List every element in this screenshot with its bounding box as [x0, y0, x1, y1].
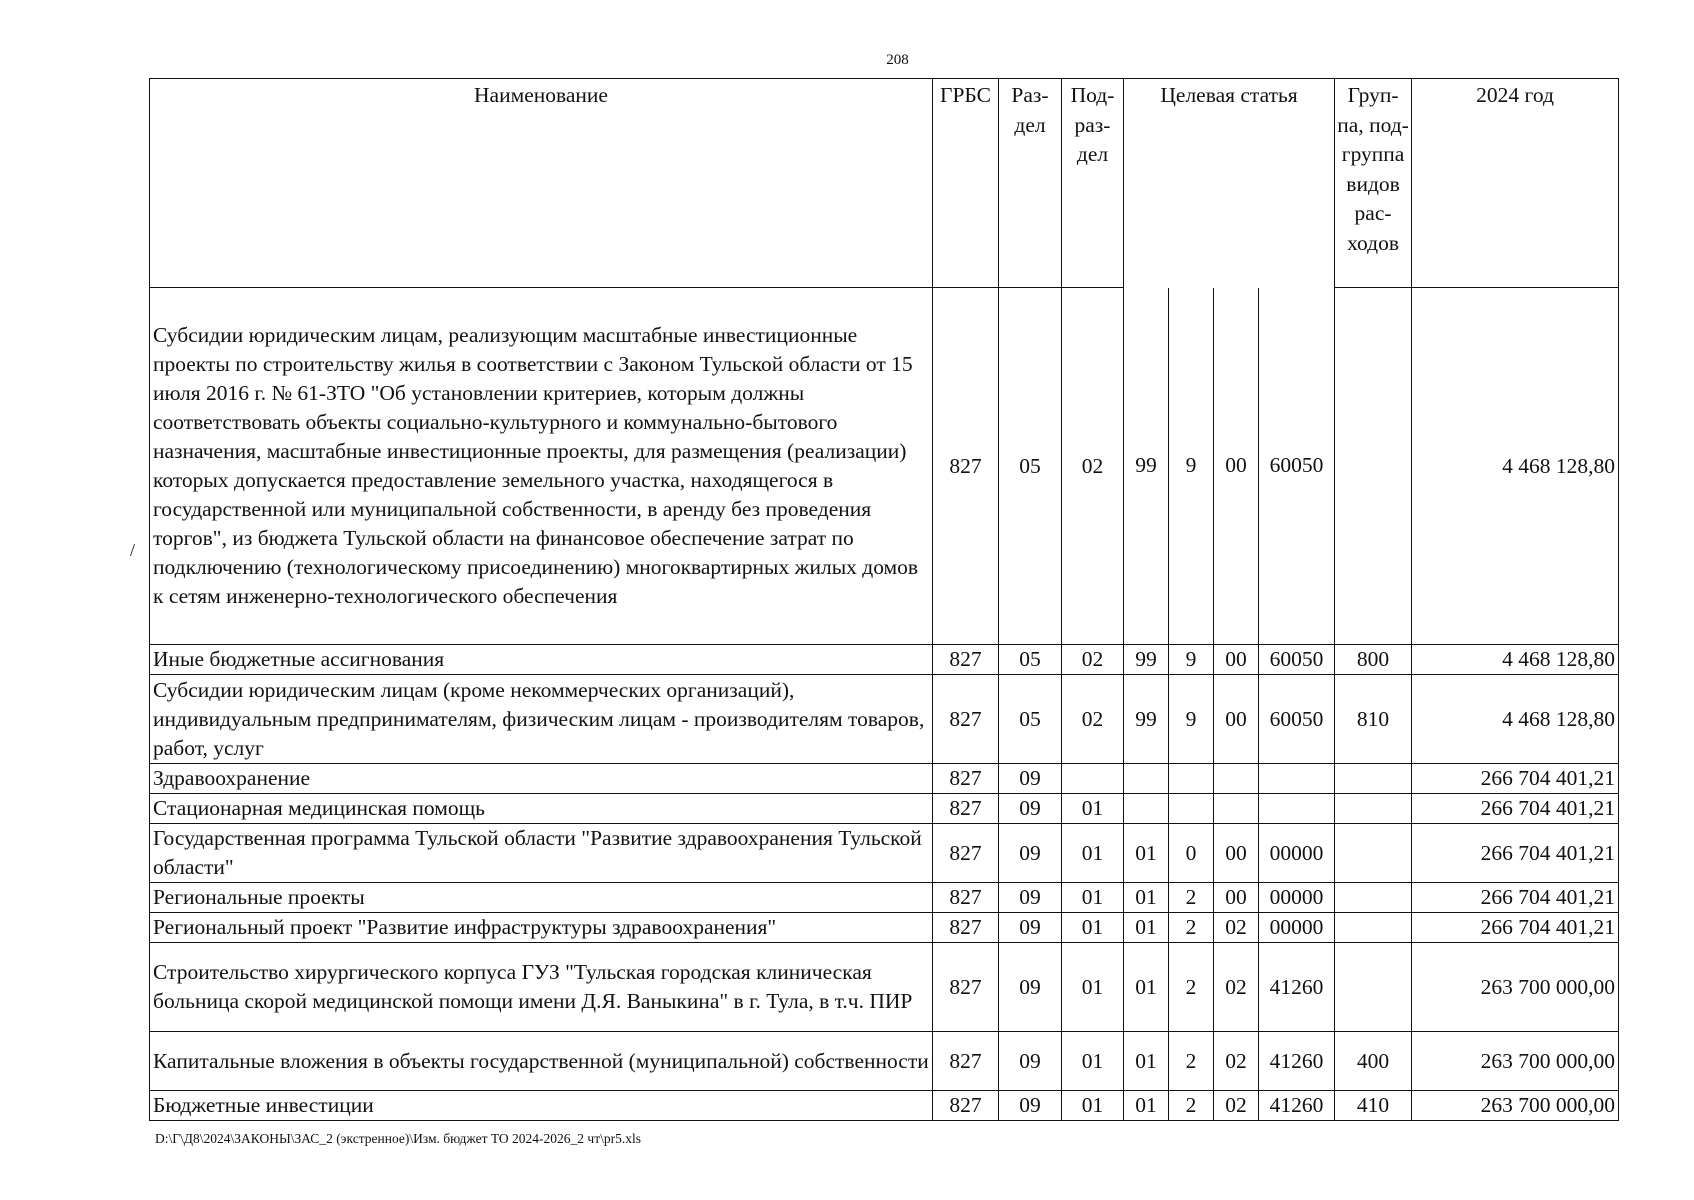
row-amount: 4 468 128,80	[1412, 645, 1619, 675]
row-target-program: 01	[1124, 824, 1169, 883]
table-row	[150, 913, 1619, 943]
table-row	[150, 943, 1619, 1032]
row-podrazdel: 01	[1062, 794, 1124, 824]
header-podrazdel: Под-раз-дел	[1062, 79, 1124, 288]
row-amount: 266 704 401,21	[1412, 913, 1619, 943]
row-name: Региональный проект "Развитие инфраструктуры здравоохранения"	[150, 913, 933, 943]
row-amount: 266 704 401,21	[1412, 883, 1619, 913]
row-grbs: 827	[933, 288, 999, 645]
row-razdel: 09	[999, 943, 1062, 1032]
row-target-type	[1169, 794, 1214, 824]
row-target-direction: 41260	[1259, 1032, 1335, 1091]
row-target-program: 01	[1124, 943, 1169, 1032]
table-row	[150, 1091, 1619, 1121]
row-target-type: 9	[1169, 645, 1214, 675]
row-target-type: 0	[1169, 824, 1214, 883]
row-podrazdel: 01	[1062, 883, 1124, 913]
row-podrazdel: 02	[1062, 675, 1124, 764]
row-target-type: 9	[1169, 675, 1214, 764]
row-target-direction: 60050	[1259, 675, 1335, 764]
row-razdel: 05	[999, 645, 1062, 675]
row-name: Иные бюджетные ассигнования	[150, 645, 933, 675]
row-target-type	[1169, 764, 1214, 794]
row-target-type: 9	[1169, 288, 1214, 645]
row-target-direction: 41260	[1259, 1091, 1335, 1121]
row-amount: 4 468 128,80	[1412, 288, 1619, 645]
row-group	[1335, 794, 1412, 824]
row-group: 410	[1335, 1091, 1412, 1121]
row-grbs: 827	[933, 943, 999, 1032]
table-row	[150, 883, 1619, 913]
row-target-type: 2	[1169, 883, 1214, 913]
row-target-program	[1124, 794, 1169, 824]
row-group	[1335, 943, 1412, 1032]
row-target-subprogram: 00	[1214, 675, 1259, 764]
row-group: 810	[1335, 675, 1412, 764]
row-razdel: 09	[999, 1091, 1062, 1121]
row-podrazdel: 01	[1062, 1032, 1124, 1091]
row-target-subprogram: 00	[1214, 824, 1259, 883]
row-amount: 263 700 000,00	[1412, 1091, 1619, 1121]
row-target-program: 01	[1124, 1091, 1169, 1121]
row-target-direction: 00000	[1259, 913, 1335, 943]
row-name: Субсидии юридическим лицам, реализующим масштабные инвестиционные проекты по строительству жилья в соответствии с Законом Тульской области от 15 июля 2016 г. № 61-ЗТО "Об установлении критериев, которым должны соответствовать объекты социально-культурного и коммунально-бытового назначения, масштабные инвестиционные проекты, для размещения (реализации) которых допускается предоставление земельного участка, находящегося в государственной или муниципальной собственности, в аренду без проведения торгов", из бюджета Тульской области на финансовое обеспечение затрат по подключению (технологическому присоединению) многоквартирных жилых домов к сетям инженерно-технологического обеспечения	[150, 288, 933, 645]
row-podrazdel	[1062, 764, 1124, 794]
table-row	[150, 1032, 1619, 1091]
row-grbs: 827	[933, 794, 999, 824]
page-number: 208	[886, 52, 909, 68]
row-razdel: 09	[999, 1032, 1062, 1091]
row-grbs: 827	[933, 883, 999, 913]
row-name: Капитальные вложения в объекты государственной (муниципальной) собственности	[150, 1032, 933, 1091]
row-target-program: 99	[1124, 675, 1169, 764]
row-target-type: 2	[1169, 913, 1214, 943]
row-target-program: 01	[1124, 1032, 1169, 1091]
row-target-direction: 41260	[1259, 943, 1335, 1032]
row-podrazdel: 01	[1062, 913, 1124, 943]
row-group: 800	[1335, 645, 1412, 675]
row-amount: 263 700 000,00	[1412, 1032, 1619, 1091]
footer-file-path: D:\Г\Д8\2024\ЗАКОНЫ\ЗАС_2 (экстренное)\Изм. бюджет ТО 2024-2026_2 чт\pr5.xls	[155, 1131, 641, 1146]
table-row	[150, 675, 1619, 764]
header-group: Груп-па, под-группа видов рас-ходов	[1335, 79, 1412, 288]
table-row	[150, 288, 1619, 645]
row-amount: 263 700 000,00	[1412, 943, 1619, 1032]
row-name: Здравоохранение	[150, 764, 933, 794]
row-group	[1335, 288, 1412, 645]
row-grbs: 827	[933, 824, 999, 883]
row-target-subprogram: 00	[1214, 883, 1259, 913]
row-podrazdel: 02	[1062, 288, 1124, 645]
row-razdel: 09	[999, 824, 1062, 883]
row-razdel: 09	[999, 883, 1062, 913]
row-target-direction: 60050	[1259, 288, 1335, 645]
row-target-direction: 60050	[1259, 645, 1335, 675]
row-name: Региональные проекты	[150, 883, 933, 913]
header-razdel: Раз-дел	[999, 79, 1062, 288]
row-razdel: 09	[999, 764, 1062, 794]
row-grbs: 827	[933, 1091, 999, 1121]
table-row	[150, 794, 1619, 824]
header-row	[150, 79, 1619, 288]
margin-mark: /	[130, 540, 136, 560]
row-grbs: 827	[933, 1032, 999, 1091]
row-target-subprogram: 02	[1214, 1032, 1259, 1091]
row-target-direction: 00000	[1259, 824, 1335, 883]
row-target-subprogram: 02	[1214, 913, 1259, 943]
row-amount: 266 704 401,21	[1412, 824, 1619, 883]
row-target-type: 2	[1169, 1091, 1214, 1121]
row-group	[1335, 764, 1412, 794]
row-target-direction	[1259, 764, 1335, 794]
row-razdel: 09	[999, 794, 1062, 824]
row-target-direction: 00000	[1259, 883, 1335, 913]
row-target-subprogram: 02	[1214, 1091, 1259, 1121]
row-group	[1335, 883, 1412, 913]
row-amount: 4 468 128,80	[1412, 675, 1619, 764]
row-name: Субсидии юридическим лицам (кроме некоммерческих организаций), индивидуальным предпринимателям, физическим лицам - производителям товаров, работ, услуг	[150, 675, 933, 764]
row-grbs: 827	[933, 675, 999, 764]
row-grbs: 827	[933, 645, 999, 675]
row-amount: 266 704 401,21	[1412, 794, 1619, 824]
row-name: Бюджетные инвестиции	[150, 1091, 933, 1121]
row-target-program: 01	[1124, 913, 1169, 943]
row-name: Стационарная медицинская помощь	[150, 794, 933, 824]
row-target-subprogram	[1214, 794, 1259, 824]
header-name: Наименование	[150, 79, 933, 288]
row-name: Строительство хирургического корпуса ГУЗ "Тульская городская клиническая больница скорой медицинской помощи имени Д.Я. Ваныкина" в г. Тула, в т.ч. ПИР	[150, 943, 933, 1032]
row-razdel: 05	[999, 675, 1062, 764]
budget-table	[149, 78, 1619, 1121]
row-target-type: 2	[1169, 943, 1214, 1032]
row-group: 400	[1335, 1032, 1412, 1091]
table-row	[150, 645, 1619, 675]
table-row	[150, 764, 1619, 794]
row-grbs: 827	[933, 764, 999, 794]
row-razdel: 09	[999, 913, 1062, 943]
header-target: Целевая статья	[1124, 79, 1335, 288]
row-target-program: 01	[1124, 883, 1169, 913]
row-target-program: 99	[1124, 645, 1169, 675]
row-podrazdel: 01	[1062, 943, 1124, 1032]
row-grbs: 827	[933, 913, 999, 943]
header-grbs: ГРБС	[933, 79, 999, 288]
row-podrazdel: 01	[1062, 1091, 1124, 1121]
row-razdel: 05	[999, 288, 1062, 645]
row-target-program: 99	[1124, 288, 1169, 645]
row-target-subprogram: 00	[1214, 645, 1259, 675]
row-group	[1335, 913, 1412, 943]
row-group	[1335, 824, 1412, 883]
row-podrazdel: 01	[1062, 824, 1124, 883]
table-row	[150, 824, 1619, 883]
row-amount: 266 704 401,21	[1412, 764, 1619, 794]
row-target-subprogram: 02	[1214, 943, 1259, 1032]
header-year: 2024 год	[1412, 79, 1619, 288]
row-target-subprogram: 00	[1214, 288, 1259, 645]
row-name: Государственная программа Тульской области "Развитие здравоохранения Тульской области"	[150, 824, 933, 883]
row-podrazdel: 02	[1062, 645, 1124, 675]
row-target-type: 2	[1169, 1032, 1214, 1091]
row-target-program	[1124, 764, 1169, 794]
row-target-direction	[1259, 794, 1335, 824]
row-target-subprogram	[1214, 764, 1259, 794]
